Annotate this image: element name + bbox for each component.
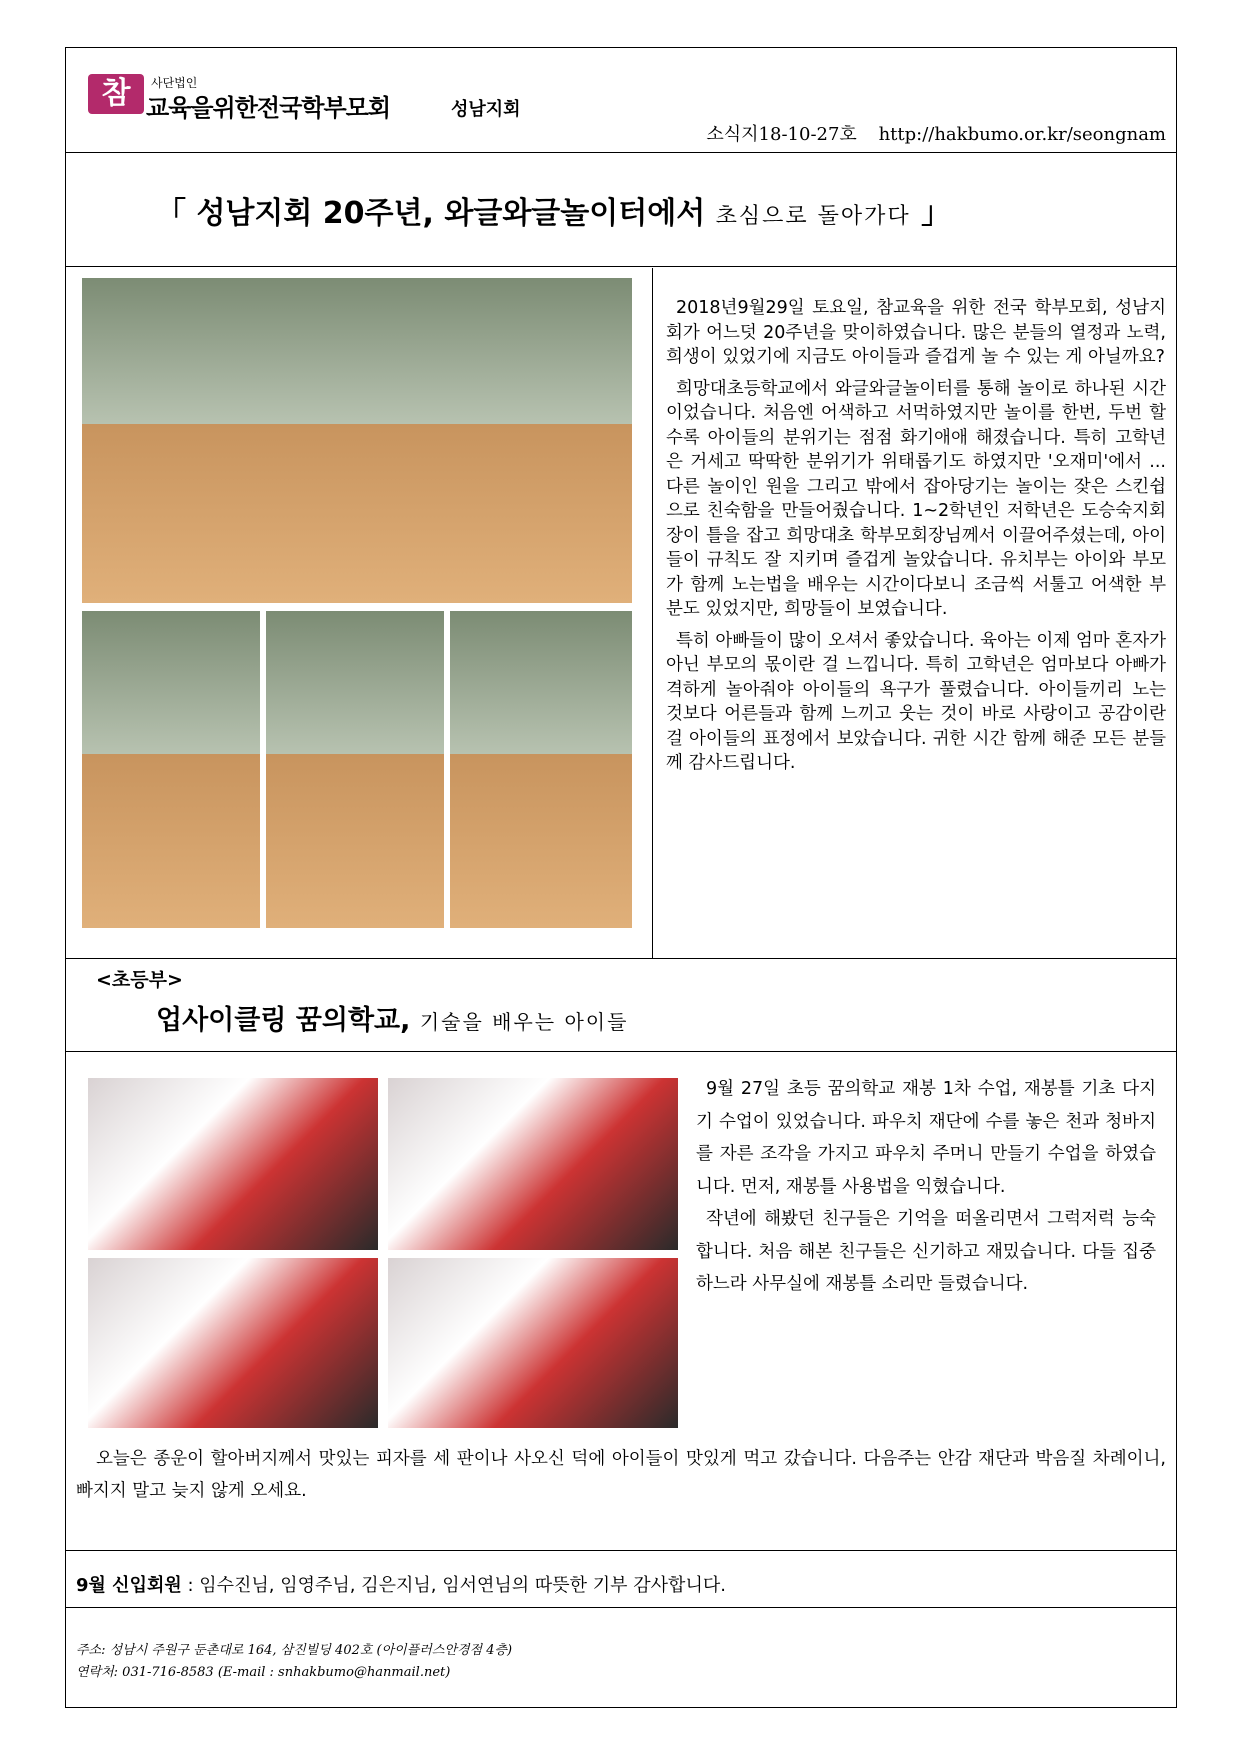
website-link[interactable]: http://hakbumo.or.kr/seongnam bbox=[878, 124, 1166, 145]
gym-photo-1 bbox=[82, 611, 260, 928]
divider bbox=[66, 1051, 1176, 1052]
sewing-photo-2 bbox=[388, 1078, 678, 1250]
paragraph: 2018년9월29일 토요일, 참교육을 위한 전국 학부모회, 성남지회가 어느덧 20주년을 맞이하였습니다. 많은 분들의 열정과 노력, 희생이 있었기에 지금도 아이들과 즐겁게 놀 수 있는 게 아닐까요? bbox=[666, 298, 1166, 367]
org-name: 교육을위한전국학부모회 bbox=[146, 94, 391, 122]
paragraph: 희망대초등학교에서 와글와글놀이터를 통해 놀이로 하나된 시간이었습니다. 처음엔 어색하고 서먹하였지만 놀이를 한번, 두번 할수록 아이들의 분위기는 점점 화기애애 해졌습니다. 특히 고학년은 거세고 딱딱한 분위기가 위태롭기도 하였지만 '오재미'에서 ... 다른 놀이인 원을 그리고 밖에서 잡아당기는 놀이는 잦은 스킨쉽으로 친숙함을 만들어줬습니다. 1~2학년인 저학년은 도승숙지회장이 틀을 잡고 희망대초 학부모회장님께서 이끌어주셨는데, 아이들이 규칙도 잘 지키며 즐겁게 놀았습니다. 유치부는 아이와 부모가 함께 노는법을 배우는 시간이다보니 조금씩 서툴고 어색한 부분도 있었지만, 희망들이 보였습니다. bbox=[666, 378, 1166, 619]
divider bbox=[66, 1607, 1176, 1608]
newsletter-page bbox=[65, 47, 1177, 1708]
article1-title: 「 성남지회 20주년, 와글와글놀이터에서 초심으로 돌아가다 」 bbox=[156, 196, 952, 231]
logo-icon: 참 bbox=[88, 74, 144, 114]
address: 주소: 성남시 주원구 둔촌대로 164, 삼진빌딩 402호 (아이플러스안경점 4층) bbox=[76, 1643, 513, 1658]
members-text: : 임수진님, 임영주님, 김은지님, 임서연님의 따뜻한 기부 감사합니다. bbox=[187, 1575, 726, 1596]
issue-line bbox=[690, 120, 1166, 146]
article1-body bbox=[666, 296, 1166, 783]
org-type: 사단법인 bbox=[151, 76, 198, 90]
divider bbox=[66, 152, 1176, 153]
article2-closing bbox=[76, 1443, 1166, 1507]
contact: 연락처: 031-716-8583 (E-mail : snhakbumo@hanmail.net) bbox=[76, 1665, 451, 1680]
paragraph: 9월 27일 초등 꿈의학교 재봉 1차 수업, 재봉틀 기초 다지기 수업이 있었습니다. 파우치 재단에 수를 놓은 천과 청바지를 자른 조각을 가지고 파우치 주머니 만들기 수업을 하였습니다. 먼저, 재봉틀 사용법을 익혔습니다. bbox=[696, 1079, 1156, 1197]
gym-photo-3 bbox=[450, 611, 632, 928]
article2-title: 업사이클링 꿈의학교, 기술을 배우는 아이들 bbox=[156, 1005, 629, 1036]
gym-photo-main bbox=[82, 278, 632, 603]
divider bbox=[66, 266, 1176, 267]
branch-name: 성남지회 bbox=[451, 99, 521, 120]
sewing-photo-1 bbox=[88, 1078, 378, 1250]
paragraph: 작년에 해봤던 친구들은 기억을 떠올리면서 그럭저럭 능숙합니다. 처음 해본 친구들은 신기하고 재밌습니다. 다들 집중하느라 사무실에 재봉틀 소리만 들렸습니다. bbox=[696, 1209, 1156, 1294]
issue-number: 소식지18-10-27호 bbox=[706, 124, 857, 145]
sewing-photo-4 bbox=[388, 1258, 678, 1428]
column-divider bbox=[652, 268, 653, 958]
gym-photo-2 bbox=[266, 611, 444, 928]
divider bbox=[66, 958, 1176, 959]
section-label: <초등부> bbox=[96, 969, 183, 991]
footer bbox=[76, 1640, 512, 1684]
sewing-photo-3 bbox=[88, 1258, 378, 1428]
new-members bbox=[76, 1571, 726, 1597]
paragraph: 특히 아빠들이 많이 오셔서 좋았습니다. 육아는 이제 엄마 혼자가 아닌 부모의 몫이란 걸 느낍니다. 특히 고학년은 엄마보다 아빠가 격하게 놀아줘야 아이들의 욕구가 풀렸습니다. 아이들끼리 노는 것보다 어른들과 함께 느끼고 웃는 것이 바로 사랑이고 공감이란걸 아이들의 표정에서 보았습니다. 귀한 시간 함께 해준 모든 분들께 감사드립니다. bbox=[666, 630, 1166, 773]
article2-body bbox=[696, 1073, 1156, 1301]
members-label: 9월 신입회원 bbox=[76, 1575, 182, 1596]
divider bbox=[66, 1550, 1176, 1551]
paragraph: 오늘은 종운이 할아버지께서 맛있는 피자를 세 판이나 사오신 덕에 아이들이 맛있게 먹고 갔습니다. 다음주는 안감 재단과 박음질 차례이니, 빠지지 말고 늦지 않게 오세요. bbox=[76, 1449, 1166, 1501]
